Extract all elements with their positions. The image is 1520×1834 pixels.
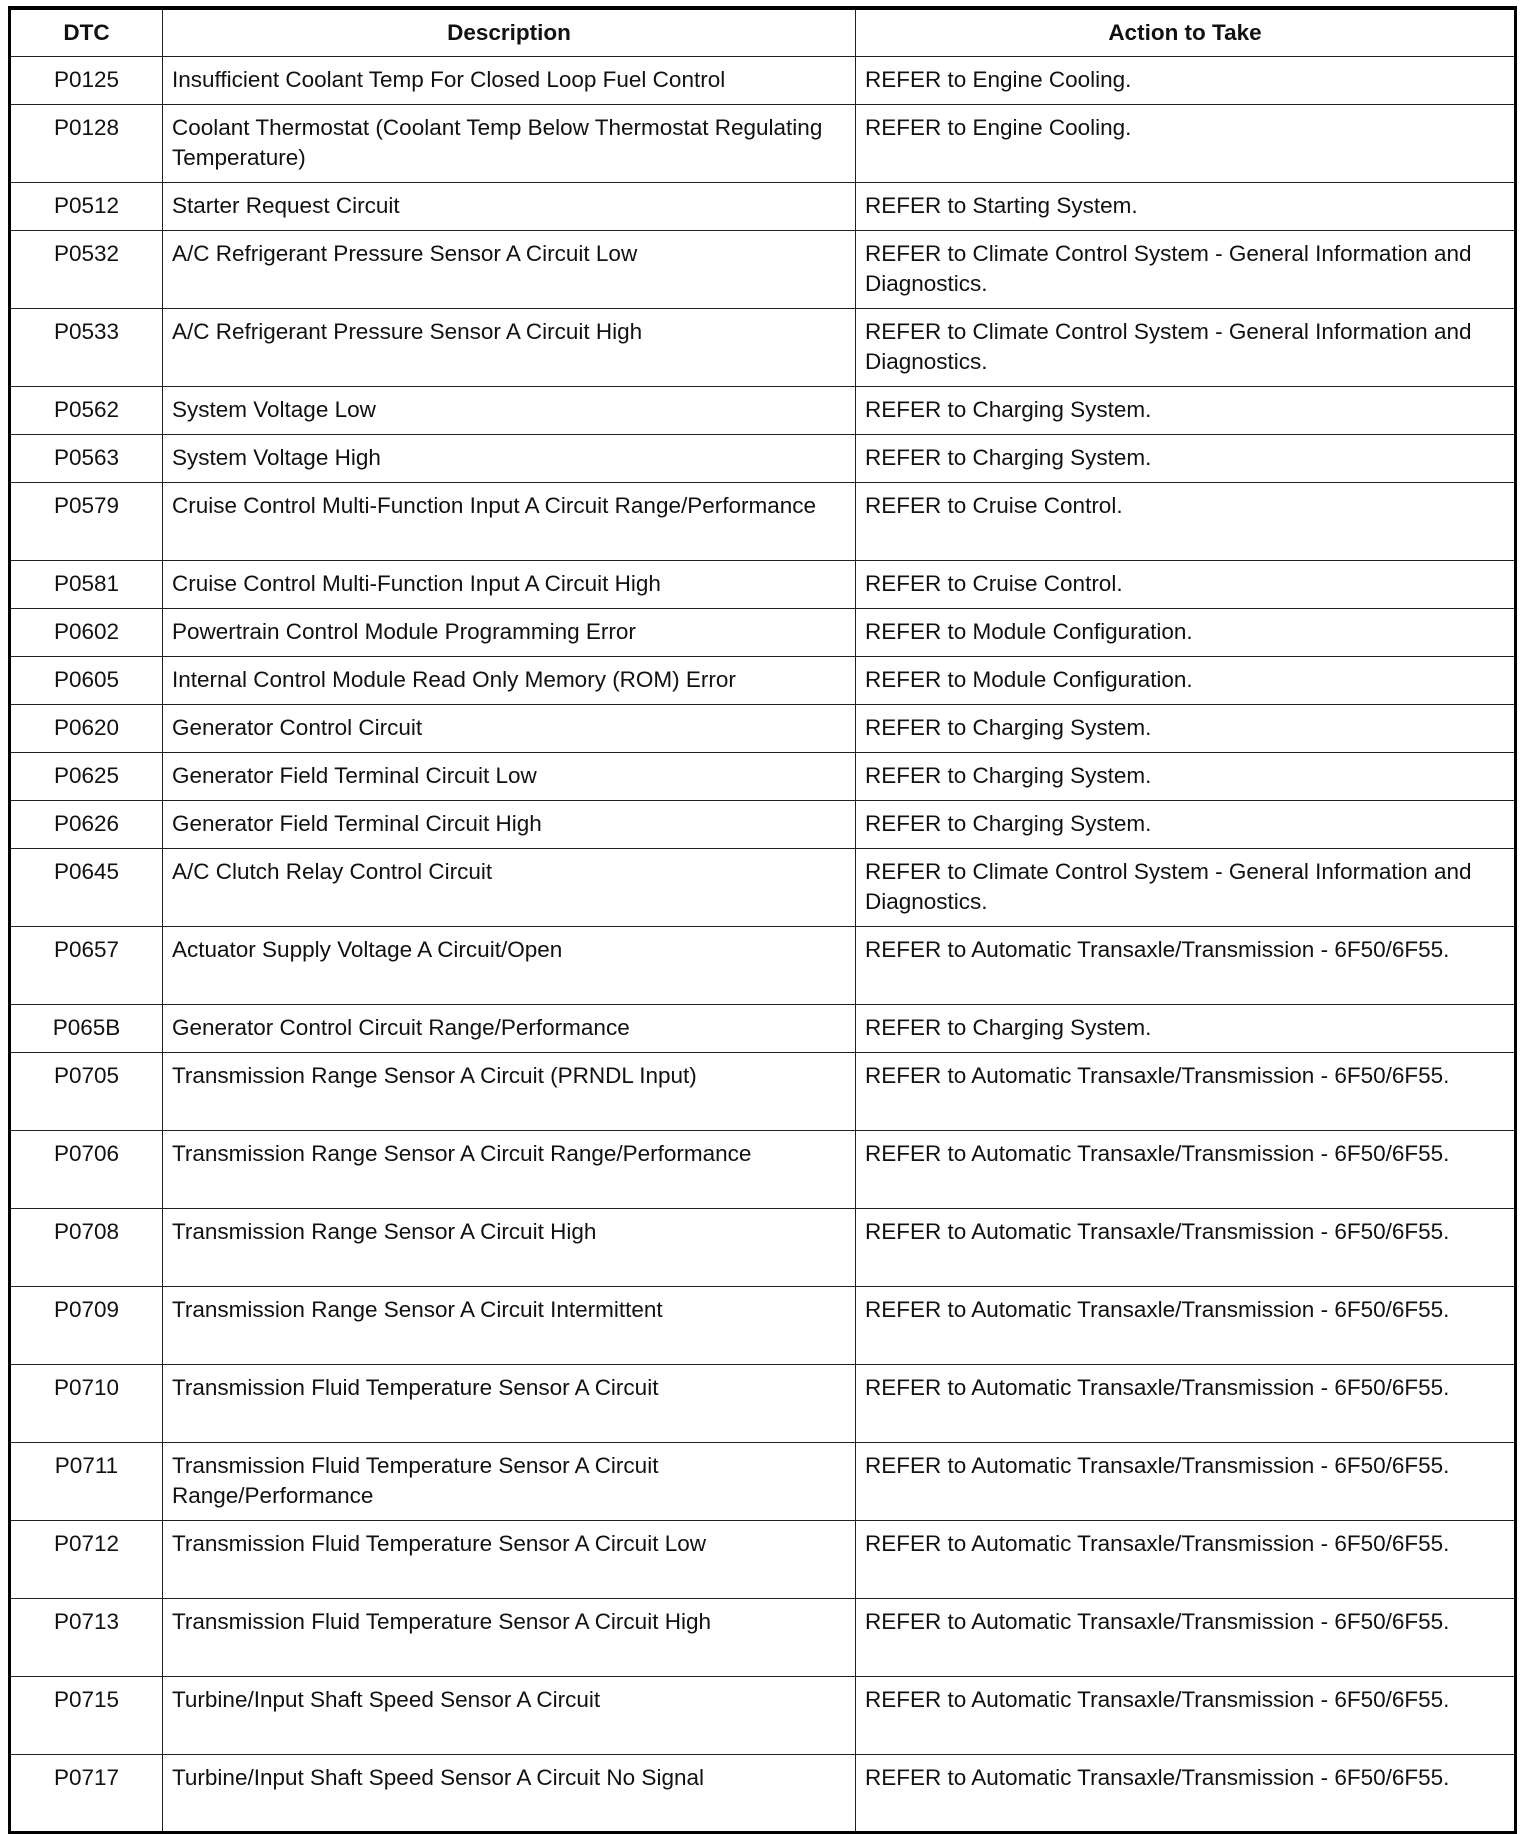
description-cell: Generator Control Circuit Range/Performance — [163, 1004, 856, 1052]
action-cell: REFER to Engine Cooling. — [856, 104, 1516, 182]
table-row — [10, 182, 1516, 230]
action-cell: REFER to Starting System. — [856, 182, 1516, 230]
description-cell: Transmission Range Sensor A Circuit Intermittent — [163, 1286, 856, 1364]
table-row — [10, 1754, 1516, 1832]
action-cell: REFER to Climate Control System - General Information and Diagnostics. — [856, 848, 1516, 926]
table-row — [10, 1520, 1516, 1598]
dtc-cell: P0125 — [10, 56, 163, 104]
table-row — [10, 1598, 1516, 1676]
dtc-cell: P0581 — [10, 560, 163, 608]
description-cell: Turbine/Input Shaft Speed Sensor A Circuit No Signal — [163, 1754, 856, 1832]
table-row — [10, 56, 1516, 104]
action-cell: REFER to Charging System. — [856, 752, 1516, 800]
description-cell: Transmission Range Sensor A Circuit High — [163, 1208, 856, 1286]
action-cell: REFER to Automatic Transaxle/Transmission - 6F50/6F55. — [856, 1442, 1516, 1520]
dtc-cell: P0711 — [10, 1442, 163, 1520]
table-row — [10, 308, 1516, 386]
table-row — [10, 800, 1516, 848]
description-cell: Cruise Control Multi-Function Input A Circuit High — [163, 560, 856, 608]
action-cell: REFER to Charging System. — [856, 1004, 1516, 1052]
action-cell: REFER to Automatic Transaxle/Transmission - 6F50/6F55. — [856, 1052, 1516, 1130]
action-cell: REFER to Automatic Transaxle/Transmission - 6F50/6F55. — [856, 1364, 1516, 1442]
dtc-cell: P0706 — [10, 1130, 163, 1208]
dtc-cell: P0532 — [10, 230, 163, 308]
description-cell: Generator Field Terminal Circuit High — [163, 800, 856, 848]
table-row — [10, 848, 1516, 926]
dtc-cell: P0562 — [10, 386, 163, 434]
action-cell: REFER to Charging System. — [856, 704, 1516, 752]
action-cell: REFER to Automatic Transaxle/Transmission - 6F50/6F55. — [856, 1130, 1516, 1208]
dtc-cell: P065B — [10, 1004, 163, 1052]
header-description: Description — [163, 8, 856, 56]
action-cell: REFER to Charging System. — [856, 386, 1516, 434]
table-row — [10, 1208, 1516, 1286]
description-cell: Internal Control Module Read Only Memory (ROM) Error — [163, 656, 856, 704]
dtc-cell: P0602 — [10, 608, 163, 656]
description-cell: Transmission Fluid Temperature Sensor A Circuit High — [163, 1598, 856, 1676]
action-cell: REFER to Charging System. — [856, 800, 1516, 848]
description-cell: A/C Refrigerant Pressure Sensor A Circuit High — [163, 308, 856, 386]
dtc-cell: P0705 — [10, 1052, 163, 1130]
dtc-cell: P0715 — [10, 1676, 163, 1754]
action-cell: REFER to Module Configuration. — [856, 608, 1516, 656]
header-row — [10, 8, 1516, 56]
action-cell: REFER to Automatic Transaxle/Transmission - 6F50/6F55. — [856, 1520, 1516, 1598]
description-cell: Transmission Fluid Temperature Sensor A Circuit — [163, 1364, 856, 1442]
description-cell: Transmission Range Sensor A Circuit Range/Performance — [163, 1130, 856, 1208]
action-cell: REFER to Climate Control System - General Information and Diagnostics. — [856, 230, 1516, 308]
header-action: Action to Take — [856, 8, 1516, 56]
description-cell: Transmission Fluid Temperature Sensor A Circuit Low — [163, 1520, 856, 1598]
table-row — [10, 1676, 1516, 1754]
dtc-cell: P0710 — [10, 1364, 163, 1442]
dtc-cell: P0645 — [10, 848, 163, 926]
table-row — [10, 1052, 1516, 1130]
description-cell: A/C Clutch Relay Control Circuit — [163, 848, 856, 926]
table-row — [10, 704, 1516, 752]
table-row — [10, 1286, 1516, 1364]
header-dtc: DTC — [10, 8, 163, 56]
dtc-cell: P0128 — [10, 104, 163, 182]
table-row — [10, 482, 1516, 560]
table-row — [10, 926, 1516, 1004]
description-cell: Turbine/Input Shaft Speed Sensor A Circuit — [163, 1676, 856, 1754]
dtc-cell: P0717 — [10, 1754, 163, 1832]
description-cell: System Voltage High — [163, 434, 856, 482]
table-row — [10, 1364, 1516, 1442]
dtc-cell: P0709 — [10, 1286, 163, 1364]
action-cell: REFER to Cruise Control. — [856, 482, 1516, 560]
action-cell: REFER to Automatic Transaxle/Transmission - 6F50/6F55. — [856, 1754, 1516, 1832]
dtc-cell: P0657 — [10, 926, 163, 1004]
description-cell: A/C Refrigerant Pressure Sensor A Circuit Low — [163, 230, 856, 308]
description-cell: Generator Control Circuit — [163, 704, 856, 752]
description-cell: Powertrain Control Module Programming Error — [163, 608, 856, 656]
description-cell: Starter Request Circuit — [163, 182, 856, 230]
description-cell: System Voltage Low — [163, 386, 856, 434]
table-row — [10, 1130, 1516, 1208]
action-cell: REFER to Automatic Transaxle/Transmission - 6F50/6F55. — [856, 926, 1516, 1004]
table-row — [10, 386, 1516, 434]
action-cell: REFER to Automatic Transaxle/Transmission - 6F50/6F55. — [856, 1598, 1516, 1676]
action-cell: REFER to Cruise Control. — [856, 560, 1516, 608]
description-cell: Insufficient Coolant Temp For Closed Loop Fuel Control — [163, 56, 856, 104]
action-cell: REFER to Automatic Transaxle/Transmission - 6F50/6F55. — [856, 1208, 1516, 1286]
description-cell: Cruise Control Multi-Function Input A Circuit Range/Performance — [163, 482, 856, 560]
dtc-cell: P0563 — [10, 434, 163, 482]
table-row — [10, 752, 1516, 800]
dtc-cell: P0579 — [10, 482, 163, 560]
table-row — [10, 104, 1516, 182]
dtc-cell: P0708 — [10, 1208, 163, 1286]
dtc-cell: P0712 — [10, 1520, 163, 1598]
table-body — [10, 56, 1516, 1832]
description-cell: Transmission Fluid Temperature Sensor A Circuit Range/Performance — [163, 1442, 856, 1520]
table-row — [10, 1004, 1516, 1052]
dtc-cell: P0605 — [10, 656, 163, 704]
table-row — [10, 1442, 1516, 1520]
dtc-table — [8, 6, 1517, 1834]
table-row — [10, 230, 1516, 308]
description-cell: Transmission Range Sensor A Circuit (PRNDL Input) — [163, 1052, 856, 1130]
dtc-cell: P0620 — [10, 704, 163, 752]
action-cell: REFER to Module Configuration. — [856, 656, 1516, 704]
description-cell: Actuator Supply Voltage A Circuit/Open — [163, 926, 856, 1004]
dtc-cell: P0626 — [10, 800, 163, 848]
action-cell: REFER to Automatic Transaxle/Transmission - 6F50/6F55. — [856, 1286, 1516, 1364]
description-cell: Generator Field Terminal Circuit Low — [163, 752, 856, 800]
table-row — [10, 434, 1516, 482]
dtc-cell: P0713 — [10, 1598, 163, 1676]
dtc-cell: P0533 — [10, 308, 163, 386]
dtc-cell: P0625 — [10, 752, 163, 800]
action-cell: REFER to Charging System. — [856, 434, 1516, 482]
table-row — [10, 656, 1516, 704]
table-row — [10, 608, 1516, 656]
table-row — [10, 560, 1516, 608]
action-cell: REFER to Engine Cooling. — [856, 56, 1516, 104]
action-cell: REFER to Automatic Transaxle/Transmission - 6F50/6F55. — [856, 1676, 1516, 1754]
action-cell: REFER to Climate Control System - General Information and Diagnostics. — [856, 308, 1516, 386]
dtc-cell: P0512 — [10, 182, 163, 230]
description-cell: Coolant Thermostat (Coolant Temp Below Thermostat Regulating Temperature) — [163, 104, 856, 182]
